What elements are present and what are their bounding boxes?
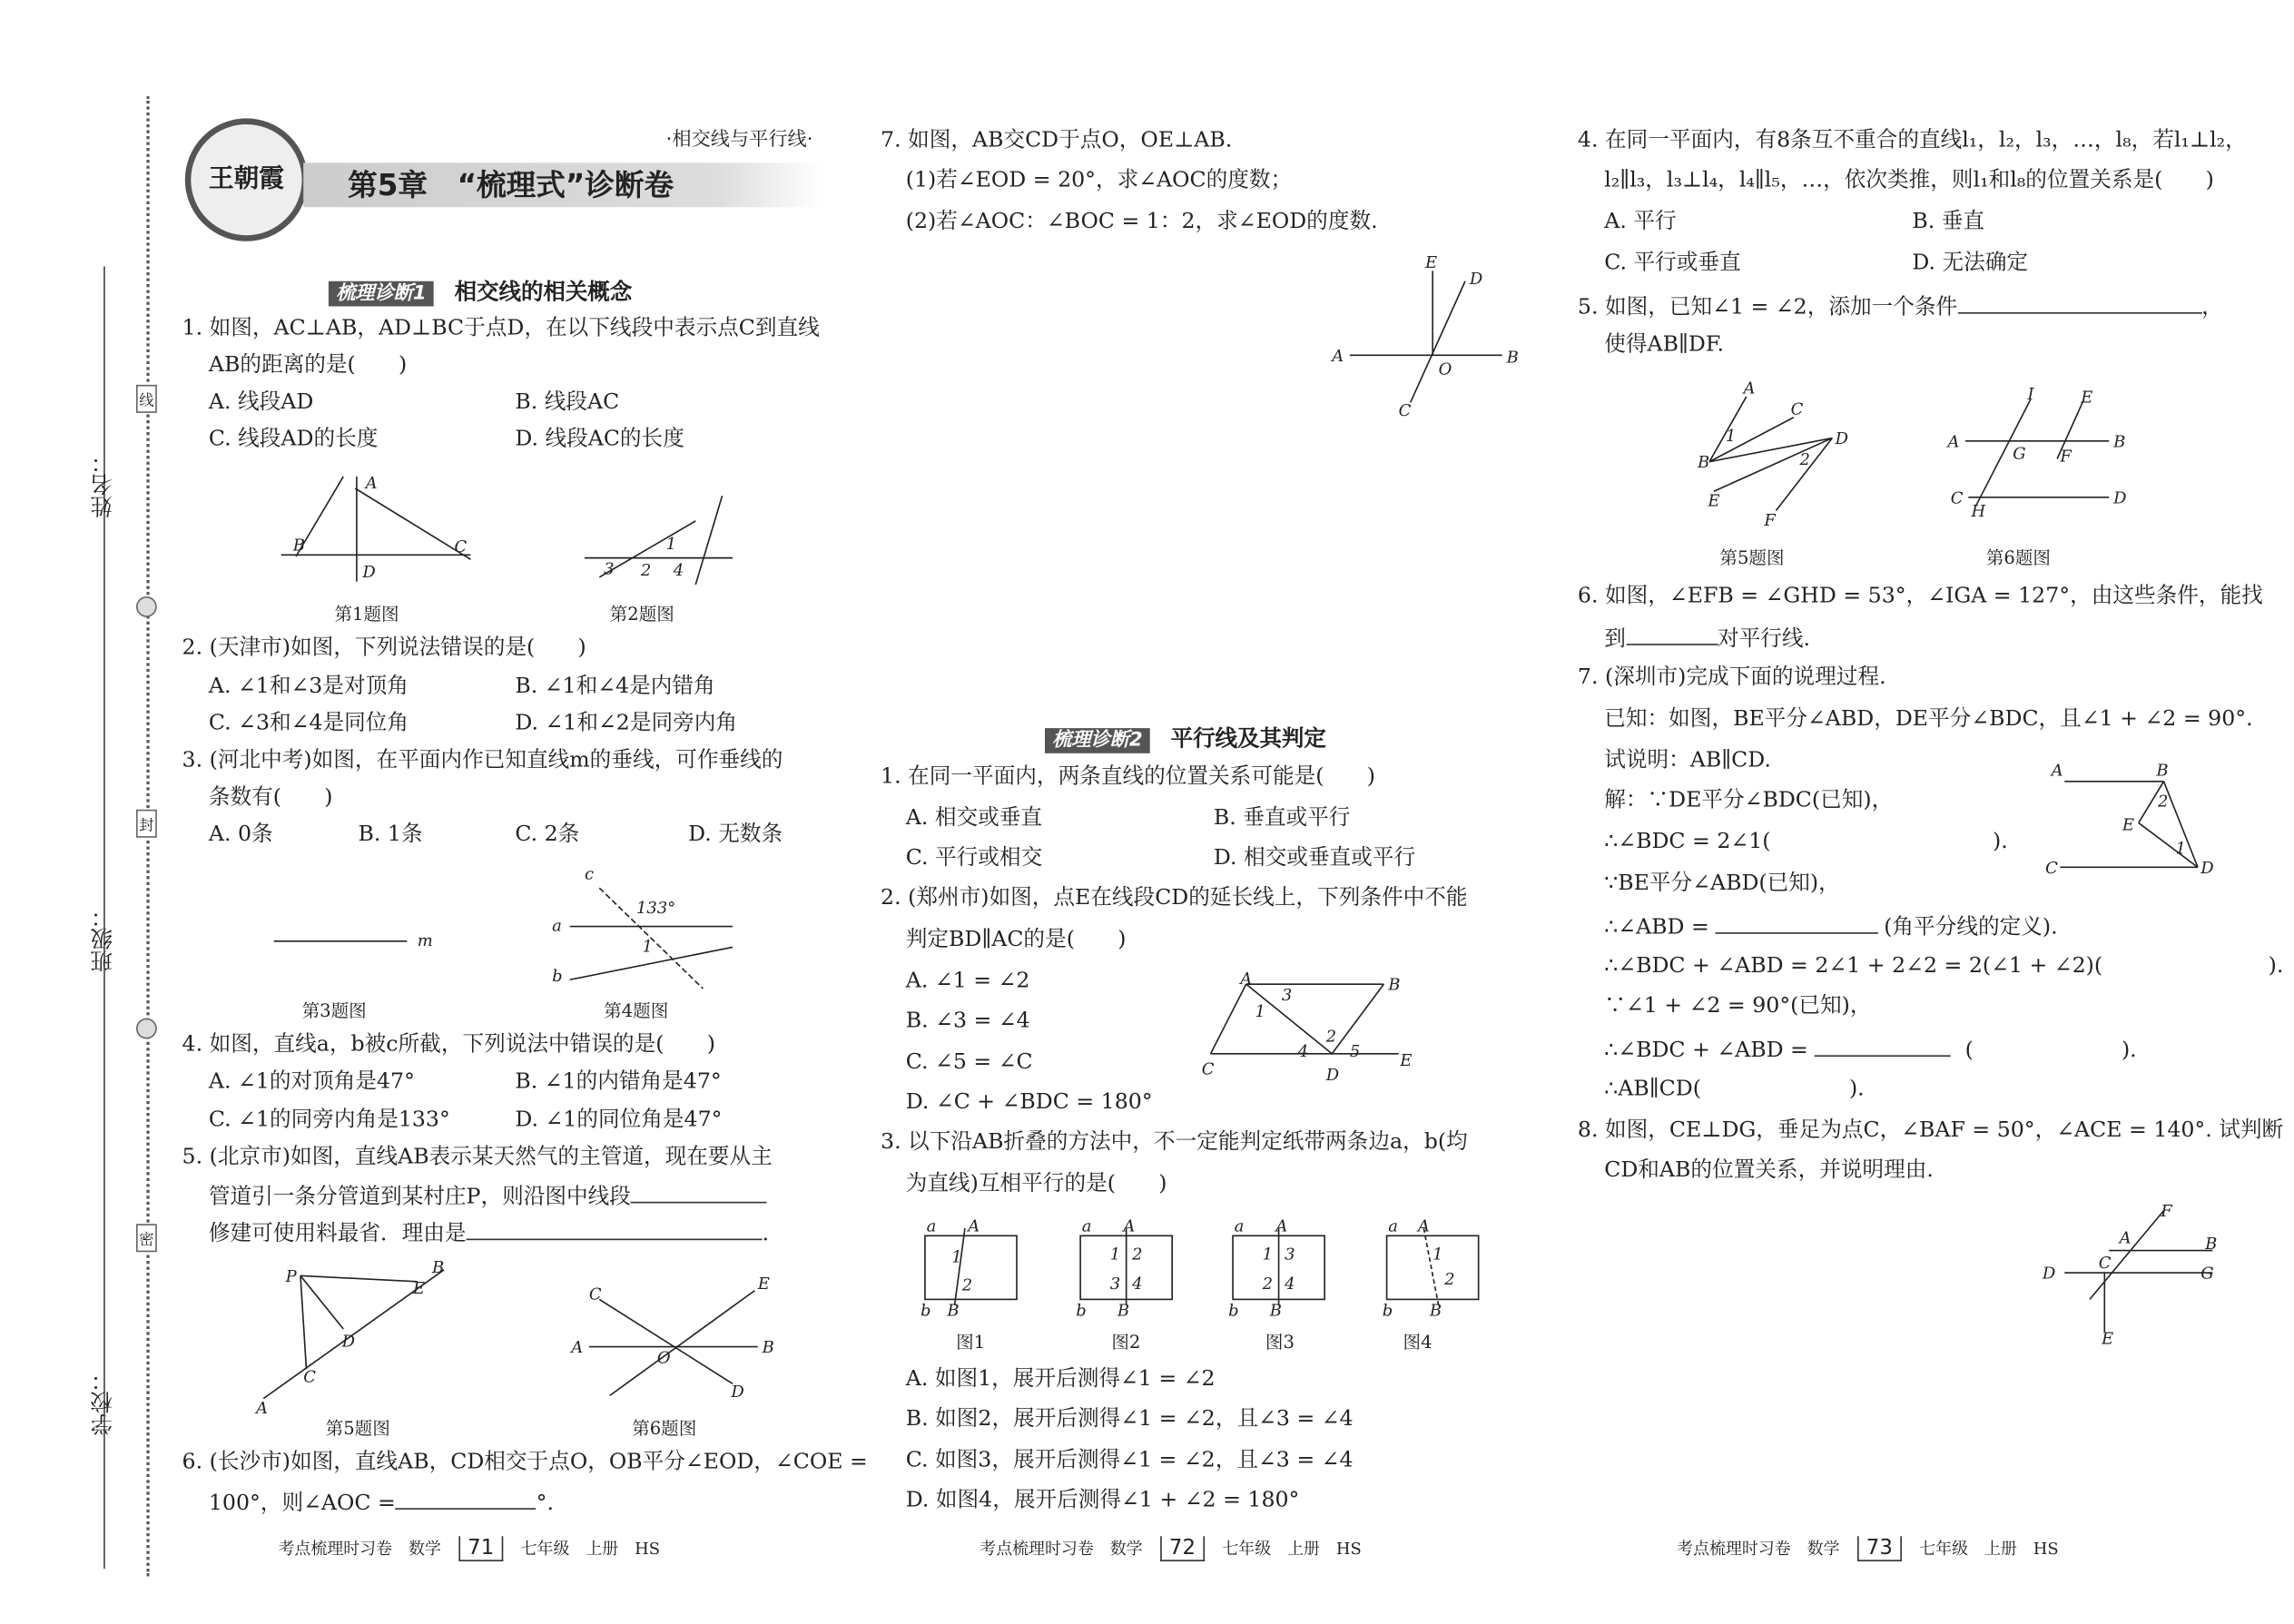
option: C. ∠1的同旁内角是133° xyxy=(208,1108,450,1133)
figure-caption: 第5题图 xyxy=(1719,547,1785,569)
option: B. ∠1的内错角是47° xyxy=(515,1069,722,1094)
page-number: 73 xyxy=(1857,1536,1902,1561)
seal-char: 线 xyxy=(136,385,157,413)
step-text: ∴AB∥CD( xyxy=(1604,1077,1701,1101)
figure-label: E xyxy=(2102,1329,2114,1349)
option: D. ∠1和∠2是同旁内角 xyxy=(515,712,738,736)
step-text: (角平分线的定义). xyxy=(1884,916,2058,940)
option: B. 线段AC xyxy=(515,390,620,415)
figure-label: E xyxy=(2122,815,2134,835)
q5-text: 使得AB∥DF. xyxy=(1604,332,1725,357)
page-number: 71 xyxy=(458,1536,503,1561)
option: C. 如图3，展开后测得∠1 = ∠2，且∠3 = ∠4 xyxy=(905,1449,1354,1473)
figure-label: a xyxy=(1234,1216,1245,1236)
figure-label: G xyxy=(2013,444,2026,464)
figure-label: F xyxy=(2060,447,2072,467)
figure-label: C xyxy=(1790,399,1804,419)
figure-label: B xyxy=(762,1338,774,1358)
figure-label: 4 xyxy=(1297,1042,1309,1062)
school-label: 学校： xyxy=(88,1369,116,1436)
figure-label: A xyxy=(1743,379,1756,399)
figure-label: 3 xyxy=(1285,1245,1295,1265)
figure-label: A xyxy=(1240,969,1253,989)
figure-label: B xyxy=(1506,348,1519,368)
figure-label: O xyxy=(656,1348,671,1368)
footer-book: 考点梳理时习卷 数学 xyxy=(980,1539,1143,1559)
figure-label: B xyxy=(1117,1301,1130,1321)
option: A. 平行 xyxy=(1604,210,1677,234)
figure-label: b xyxy=(1076,1301,1087,1321)
step-text: ( xyxy=(1964,1038,1974,1063)
figure-label: 3 xyxy=(604,559,615,579)
option: B. 1条 xyxy=(358,822,423,847)
figure-label: C xyxy=(1398,401,1412,421)
option: D. ∠C + ∠BDC = 180° xyxy=(905,1090,1153,1115)
figure-label: B xyxy=(2156,761,2169,781)
figure-label: A xyxy=(1947,432,1960,452)
option: D. 线段AC的长度 xyxy=(515,428,684,452)
q6-text-part: °. xyxy=(536,1491,554,1516)
q6-text-part: 对平行线. xyxy=(1717,627,1811,652)
q2-text: 2. (郑州市)如图，点E在线段CD的延长线上，下列条件中不能 xyxy=(881,886,1468,910)
q5-text-part: ， xyxy=(2201,296,2223,320)
figure-label: 2 xyxy=(961,1275,973,1295)
footer-grade: 七年级 上册 HS xyxy=(1222,1539,1362,1559)
figure-label: 1 xyxy=(1255,1002,1265,1022)
figure-label: 2 xyxy=(1132,1245,1143,1265)
step-text: ∴∠BDC = 2∠1( xyxy=(1604,830,1771,854)
figure-caption: 第6题图 xyxy=(1985,547,2052,569)
q6-text: 6. 如图，∠EFB = ∠GHD = 53°，∠IGA = 127°，由这些条件，能找 xyxy=(1577,584,2263,609)
figure-label: A xyxy=(1123,1216,1136,1236)
q7-text: 解：∵DE平分∠BDC(已知)， xyxy=(1604,788,1894,813)
option: C. 平行或相交 xyxy=(905,846,1043,871)
figure-label: D xyxy=(2042,1264,2056,1284)
option: A. 如图1，展开后测得∠1 = ∠2 xyxy=(905,1367,1216,1392)
q1-text: 1. 在同一平面内，两条直线的位置关系可能是( ) xyxy=(881,764,1375,789)
q5-text-part: 管道引一条分管道到某村庄P，则沿图中线段 xyxy=(208,1185,631,1209)
option: B. ∠3 = ∠4 xyxy=(905,1009,1030,1033)
step-text: ∴∠BDC + ∠ABD = 2∠1 + 2∠2 = 2(∠1 + ∠2)( xyxy=(1604,954,2103,979)
figure-label: E xyxy=(1400,1050,1413,1070)
q2-text: 判定BD∥AC的是( ) xyxy=(905,928,1127,952)
figure-label: E xyxy=(2081,388,2093,408)
figure-label: G xyxy=(2200,1264,2214,1284)
option: A. 0条 xyxy=(208,822,273,847)
section-title: 相交线的相关概念 xyxy=(454,278,633,305)
figure-label: 4 xyxy=(1285,1274,1295,1294)
figure-label: 133° xyxy=(636,898,676,918)
option: A. ∠1和∠3是对顶角 xyxy=(208,674,409,699)
seal-char: 封 xyxy=(136,810,157,838)
figure-label: 3 xyxy=(1109,1274,1121,1294)
step-text: ). xyxy=(2268,954,2284,979)
q3-text: 3. 以下沿AB折叠的方法中，不一定能判定纸带两条边a，b(均 xyxy=(881,1130,1468,1155)
figure-label: A xyxy=(968,1216,980,1236)
figure-label: E xyxy=(412,1278,425,1298)
figure-label: B xyxy=(2113,432,2126,452)
figure-label: E xyxy=(1424,253,1438,273)
step-text: ). xyxy=(2121,1038,2137,1063)
figure-label: 1 xyxy=(1433,1245,1443,1265)
figure-label: A xyxy=(571,1338,584,1358)
figure-label: C xyxy=(2098,1254,2112,1274)
footer-grade: 七年级 上册 HS xyxy=(520,1539,661,1559)
q2-text: 2. (天津市)如图，下列说法错误的是( ) xyxy=(182,636,586,661)
figure-label: A xyxy=(1275,1216,1288,1236)
figure-label: C xyxy=(588,1284,602,1304)
option: D. 相交或垂直或平行 xyxy=(1213,846,1416,871)
figure-label: a xyxy=(1081,1216,1092,1236)
figure-label: b xyxy=(552,966,563,986)
figure-label: F xyxy=(2161,1202,2172,1222)
name-label: 姓名： xyxy=(88,451,116,518)
figure-label: 4 xyxy=(1132,1274,1143,1294)
figure-label: 2 xyxy=(1262,1274,1274,1294)
q6-text-part: 100°，则∠AOC = xyxy=(208,1491,396,1516)
q1-text: 1. 如图，AC⊥AB，AD⊥BC于点D，在以下线段中表示点C到直线 xyxy=(182,316,820,340)
logo-text: 王朝霞 xyxy=(208,163,285,194)
figure-label: I xyxy=(2027,385,2034,405)
figure-label: b xyxy=(921,1301,931,1321)
figure-label: 5 xyxy=(1349,1042,1361,1062)
figure-label: E xyxy=(1708,491,1720,511)
option: B. 垂直 xyxy=(1912,210,1985,234)
figure-label: O xyxy=(1438,359,1452,379)
figure-label: B xyxy=(1388,975,1401,995)
q1-text: AB的距离的是( ) xyxy=(208,353,408,378)
figure-label: 2 xyxy=(1799,449,1810,469)
figure-label: P xyxy=(285,1266,297,1286)
figure-label: b xyxy=(1382,1301,1393,1321)
figure-label: D xyxy=(731,1383,744,1403)
q8-text: 8. 如图，CE⊥DG，垂足为点C，∠BAF = 50°，∠ACE = 140°. 试判断 xyxy=(1577,1118,2284,1143)
figure-caption: 第2题图 xyxy=(609,604,674,625)
figure-label: H xyxy=(1971,501,1986,521)
figure-label: 1 xyxy=(951,1247,962,1267)
figure-label: C xyxy=(2045,858,2058,878)
section-tag: 梳理诊断2 xyxy=(1045,728,1150,753)
q5-text-part: 修建可使用料最省．理由是 xyxy=(208,1222,467,1246)
option: A. 相交或垂直 xyxy=(905,806,1043,831)
figure-label: 1 xyxy=(665,534,677,554)
section-title: 平行线及其判定 xyxy=(1170,724,1326,753)
option: C. 平行或垂直 xyxy=(1604,251,1741,276)
figure-label: a xyxy=(1388,1216,1398,1236)
q8-text: CD和AB的位置关系，并说明理由. xyxy=(1604,1158,1934,1183)
footer-grade: 七年级 上册 HS xyxy=(1919,1539,2059,1559)
q4-text: l₂∥l₃，l₃⊥l₄，l₄∥l₅，…，依次类推，则l₁和l₈的位置关系是( ) xyxy=(1604,168,2214,192)
page-title: 第5章 “梳理式”诊断卷 xyxy=(348,167,674,203)
option: A. ∠1 = ∠2 xyxy=(905,969,1030,993)
figure-caption: 第3题图 xyxy=(301,1000,367,1021)
figure-label: B xyxy=(947,1301,960,1321)
figure-label: A xyxy=(2051,761,2063,781)
figure-caption: 第5题图 xyxy=(325,1417,390,1439)
q7-text: (1)若∠EOD = 20°，求∠AOC的度数； xyxy=(905,168,1293,192)
footer-book: 考点梳理时习卷 数学 xyxy=(278,1539,441,1559)
q3-text: 条数有( ) xyxy=(208,785,333,810)
q4-text: 4. 如图，直线a，b被c所截，下列说法中错误的是( ) xyxy=(182,1032,715,1058)
footer-book: 考点梳理时习卷 数学 xyxy=(1677,1539,1840,1559)
figure-caption: 第4题图 xyxy=(604,1000,669,1021)
figure-caption: 图2 xyxy=(1111,1332,1141,1353)
option: C. 线段AD的长度 xyxy=(208,428,379,452)
option: C. ∠5 = ∠C xyxy=(905,1050,1033,1075)
figure-label: C xyxy=(303,1367,316,1387)
step-text: ∴∠ABD = xyxy=(1604,916,1709,940)
figure-label: C xyxy=(1201,1059,1215,1079)
q3-text: 3. (河北中考)如图，在平面内作已知直线m的垂线，可作垂线的 xyxy=(182,748,783,773)
figure-label: 1 xyxy=(2175,839,2186,859)
figure-label: 2 xyxy=(1444,1270,1455,1290)
option: A. 线段AD xyxy=(208,390,314,415)
q5-text-part: 5. 如图，已知∠1 = ∠2，添加一个条件 xyxy=(1577,296,1958,320)
q7-text: ∵∠1 + ∠2 = 90°(已知)， xyxy=(1604,994,1872,1019)
figure-label: C xyxy=(454,537,468,557)
figure-label: A xyxy=(365,473,378,493)
figure-label: B xyxy=(1697,453,1710,473)
option: D. 无数条 xyxy=(688,822,783,847)
option: A. ∠1的对顶角是47° xyxy=(208,1069,415,1094)
figure-label: B xyxy=(432,1258,445,1278)
option: B. ∠1和∠4是内错角 xyxy=(515,674,715,699)
figure-label: B xyxy=(292,536,305,556)
q5-text: 5. (北京市)如图，直线AB表示某天然气的主管道，现在要从主 xyxy=(182,1145,773,1169)
figure-label: a xyxy=(552,916,562,936)
figure-label: D xyxy=(362,562,376,582)
q7-text: 7. 如图，AB交CD于点O，OE⊥AB. xyxy=(881,128,1233,153)
figure-label: a xyxy=(926,1216,937,1236)
figure-label: 1 xyxy=(1725,426,1737,446)
q7-text: ∵BE平分∠ABD(已知)， xyxy=(1604,871,1840,896)
figure-label: C xyxy=(1950,488,1964,508)
page-number: 72 xyxy=(1160,1536,1205,1561)
figure-label: A xyxy=(2119,1228,2132,1248)
figure-label: B xyxy=(1269,1301,1282,1321)
figure-label: B xyxy=(2205,1234,2218,1254)
figure-label: E xyxy=(757,1274,770,1294)
figure-label: m xyxy=(417,930,433,950)
figure-label: F xyxy=(1764,510,1776,530)
step-text: ). xyxy=(1992,830,2008,854)
figure-label: 1 xyxy=(642,937,653,957)
q5-text-part: ． xyxy=(762,1222,784,1246)
q7-text: 已知：如图，BE平分∠ABD，DE平分∠BDC，且∠1 + ∠2 = 90°. xyxy=(1604,707,2253,732)
class-label: 班级： xyxy=(88,905,116,973)
step-text: ). xyxy=(1848,1077,1865,1101)
seal-char: 密 xyxy=(136,1224,157,1252)
figure-caption: 图3 xyxy=(1265,1332,1295,1353)
figure-label: A xyxy=(1332,346,1344,366)
figure-label: A xyxy=(1417,1216,1430,1236)
figure-label: 1 xyxy=(1262,1245,1274,1265)
figure-label: D xyxy=(1469,270,1483,290)
figure-label: 3 xyxy=(1281,986,1293,1006)
figure-caption: 图1 xyxy=(956,1332,986,1353)
q7-text: (2)若∠AOC：∠BOC = 1：2，求∠EOD的度数. xyxy=(905,210,1378,234)
figure-caption: 第1题图 xyxy=(334,604,399,625)
figure-label: c xyxy=(584,864,595,884)
step-text: ∴∠BDC + ∠ABD = xyxy=(1604,1038,1808,1063)
figure-label: 1 xyxy=(1109,1245,1121,1265)
figure-label: D xyxy=(1835,429,1848,449)
q6-text-part: 到 xyxy=(1604,627,1626,652)
q3-text: 为直线)互相平行的是( ) xyxy=(905,1172,1167,1196)
figure-label: 2 xyxy=(1325,1027,1337,1047)
figure-label: 4 xyxy=(673,561,684,581)
figure-label: D xyxy=(341,1332,355,1352)
figure-label: 2 xyxy=(2157,792,2169,812)
q7-text: 试说明：AB∥CD. xyxy=(1604,748,1771,773)
figure-label: D xyxy=(2200,858,2214,878)
figure-caption: 第6题图 xyxy=(632,1417,697,1439)
section-tag: 梳理诊断1 xyxy=(329,281,434,307)
option: B. 垂直或平行 xyxy=(1213,806,1351,831)
figure-label: B xyxy=(1429,1301,1442,1321)
option: D. ∠1的同位角是47° xyxy=(515,1108,723,1133)
figure-label: A xyxy=(256,1398,268,1418)
option: D. 无法确定 xyxy=(1912,251,2029,276)
figure-label: 2 xyxy=(640,561,652,581)
q6-text: 6. (长沙市)如图，直线AB，CD相交于点O，OB平分∠EOD，∠COE = xyxy=(182,1450,868,1474)
option: D. 如图4，展开后测得∠1 + ∠2 = 180° xyxy=(905,1489,1300,1513)
chapter-topic: ·相交线与平行线· xyxy=(665,128,813,152)
option: C. ∠3和∠4是同位角 xyxy=(208,712,409,736)
q7-text: 7. (深圳市)完成下面的说理过程. xyxy=(1577,665,1886,690)
figure-label: D xyxy=(2113,488,2127,508)
figure-caption: 图4 xyxy=(1403,1332,1433,1353)
option: C. 2条 xyxy=(515,822,580,847)
figure-label: b xyxy=(1228,1301,1239,1321)
q4-text: 4. 在同一平面内，有8条互不重合的直线l₁，l₂，l₃，…，l₈，若l₁⊥l₂， xyxy=(1577,128,2247,153)
figure-label: D xyxy=(1325,1066,1340,1086)
option: B. 如图2，展开后测得∠1 = ∠2，且∠3 = ∠4 xyxy=(905,1407,1354,1432)
